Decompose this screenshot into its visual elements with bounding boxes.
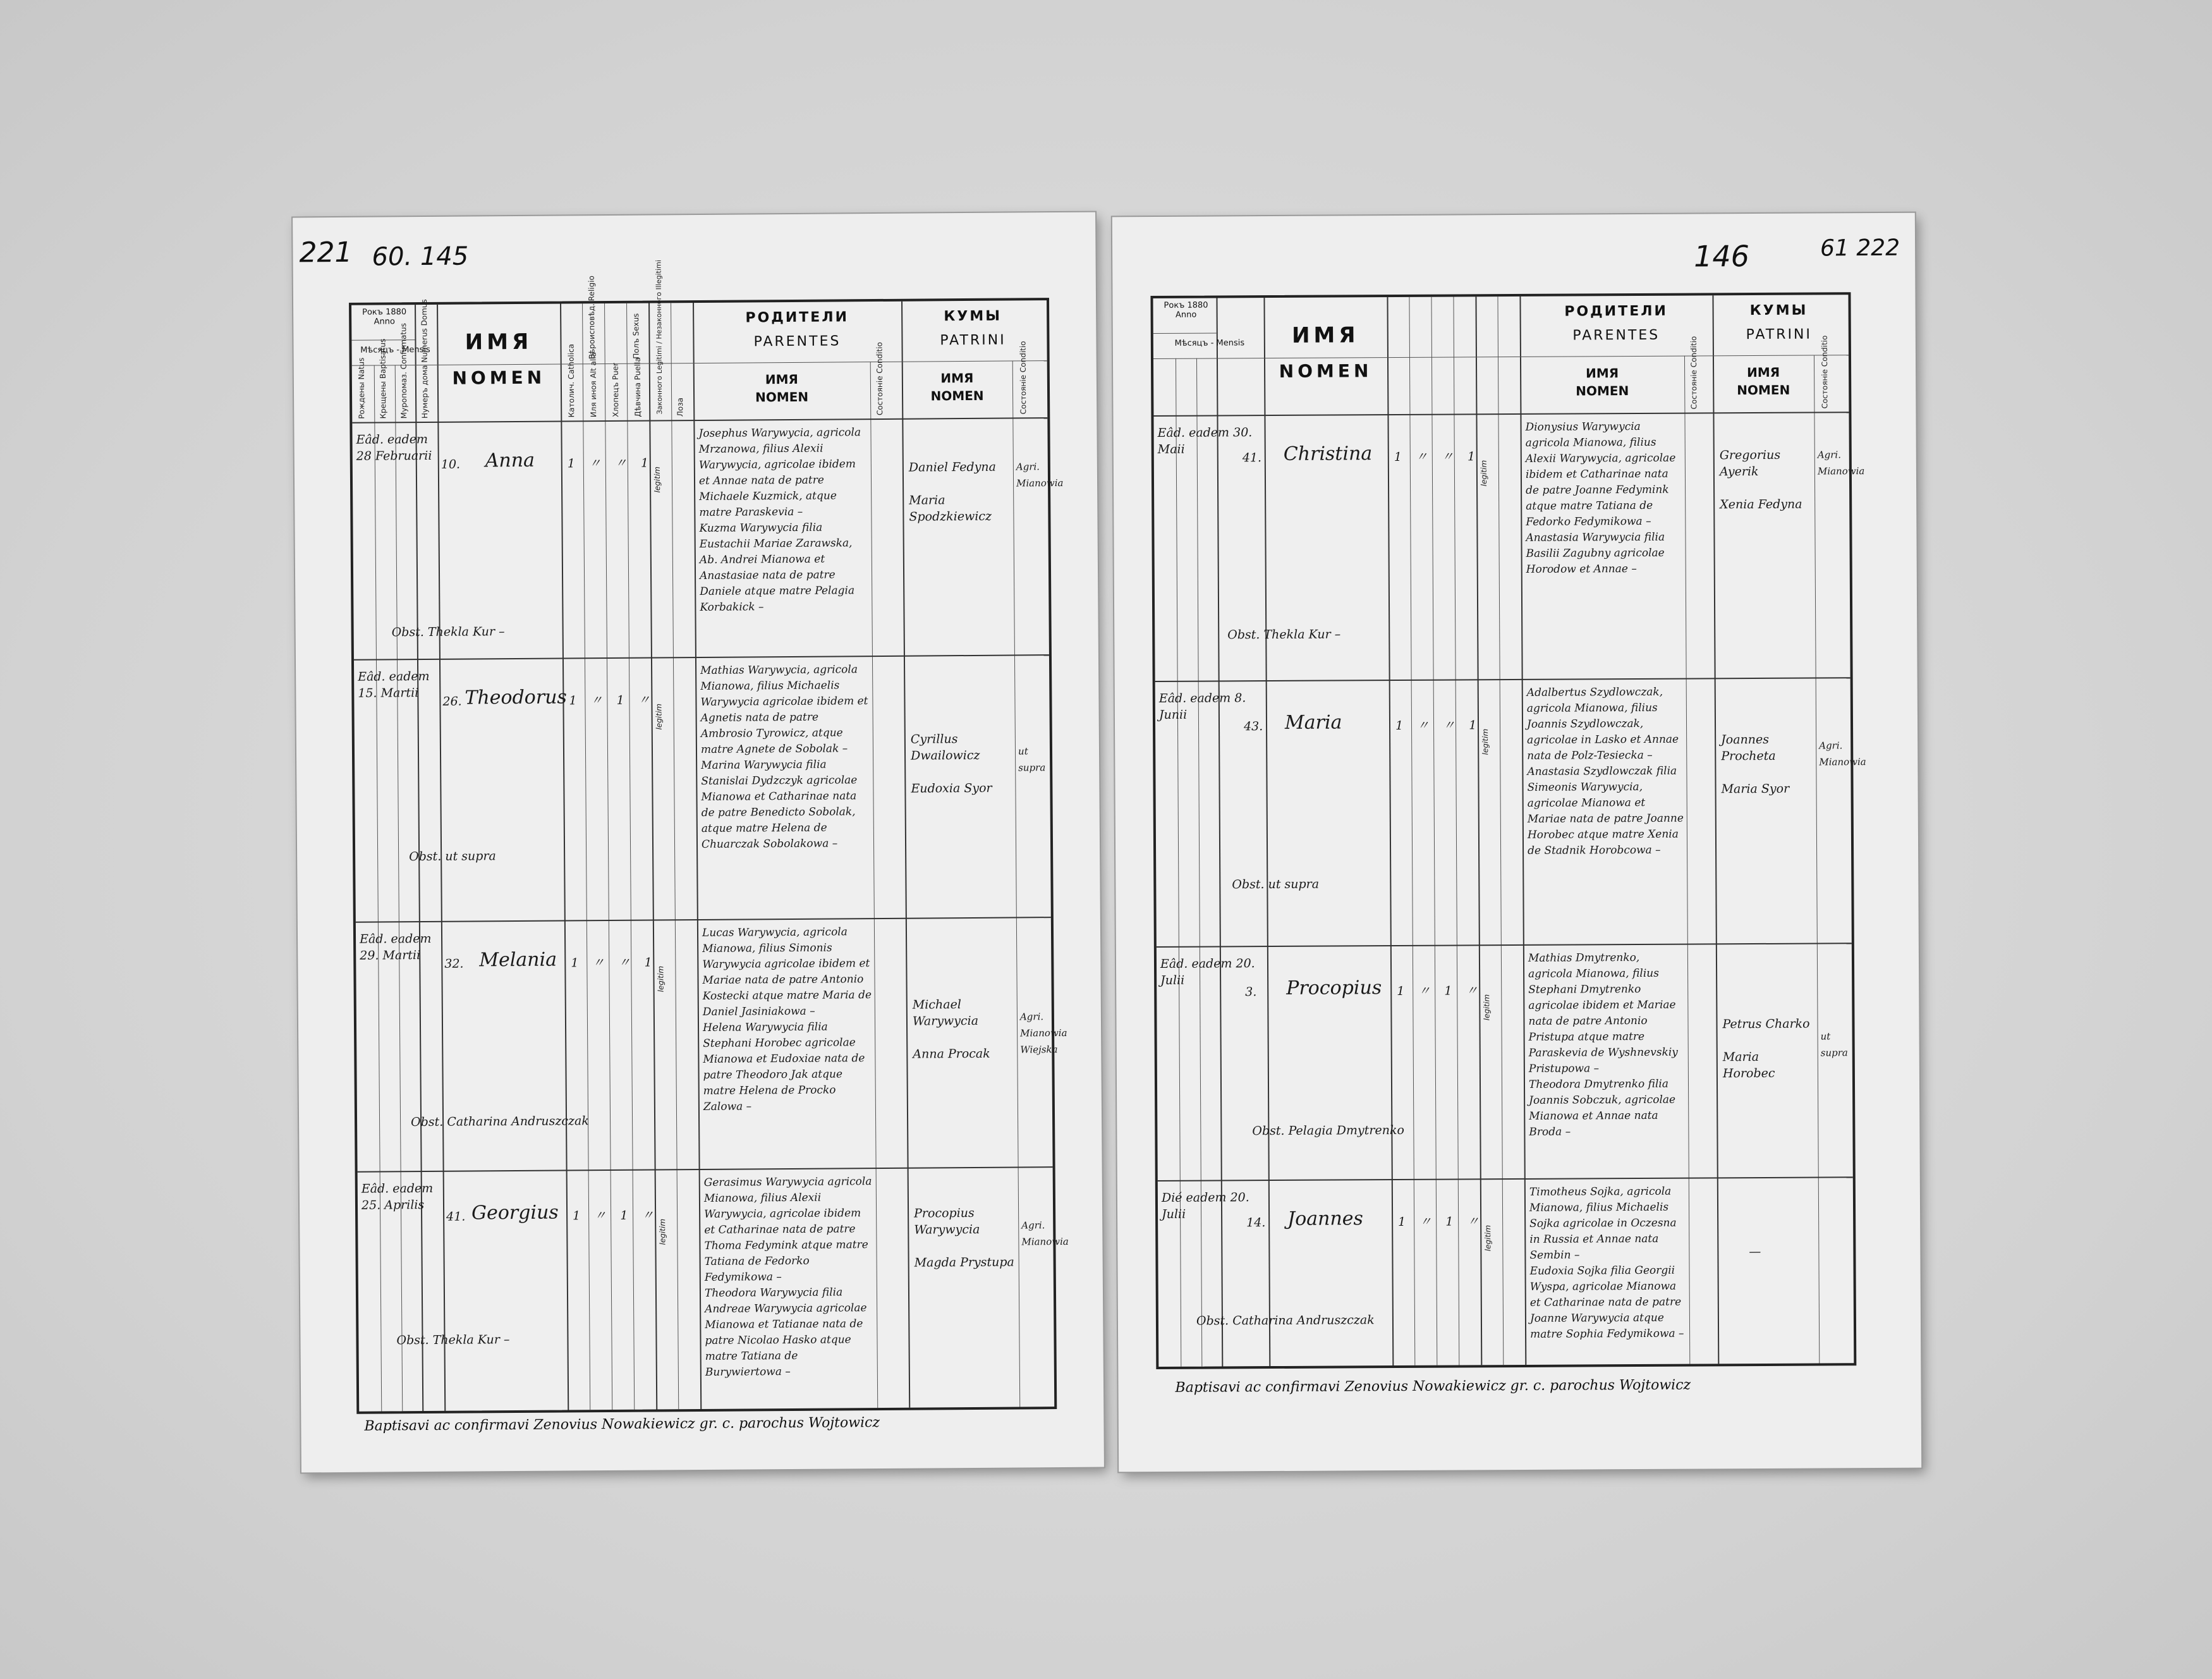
- entry-condition: Agri. Mianowia: [1819, 740, 1866, 768]
- entry-midwife: Obst. ut supra: [1232, 877, 1320, 892]
- entry-marks: 1 〃 1 〃: [573, 1208, 659, 1223]
- register-table: [1150, 292, 1866, 1369]
- entry-house: 41.: [1242, 451, 1262, 465]
- entry-date: Dié eadem 20. Julii: [1161, 1190, 1249, 1221]
- entry-midwife: Obst. Thekla Kur –: [1227, 627, 1341, 642]
- entry-parents: Adalbertus Szydlowczak, agricola Mianowa, filius Joannis Szydlowczak, agricolae in Lasko et Annae nata de Polz-Tesiecka – Anastasia Szydlowczak filia Simeonis Warywycia, agricolae Mianowa et Mariae nata de patre Joanne Horobec atque matre Xenia de Stadnik Horobcowa –: [1526, 685, 1684, 857]
- entry-godparents: Gregorius Ayerik Xenia Fedyna: [1719, 448, 1802, 512]
- entry-midwife: Obst. Catharina Andruszczak: [411, 1114, 589, 1130]
- parents-sub-name-ru: ИМЯ: [765, 371, 798, 388]
- godparents-header-ru: КУМЫ: [944, 308, 1002, 325]
- right-page: [1112, 213, 1921, 1472]
- entry-condition: ut supra: [1820, 1030, 1848, 1059]
- entry-date: Eâd. eadem 8. Junii: [1158, 691, 1246, 722]
- godparents-header-la: PATRINI: [940, 332, 1006, 349]
- register-table: [349, 260, 1069, 1414]
- parents-header-ru: РОДИТЕЛИ: [1564, 303, 1668, 320]
- entry-midwife: Obst. Catharina Andruszczak: [1196, 1313, 1375, 1328]
- entry-house: 10.: [441, 457, 461, 472]
- entry-marks: 1 〃 1 〃: [569, 693, 655, 708]
- entry-condition: ut supra: [1018, 745, 1046, 774]
- name-header-ru: ИМЯ: [1291, 322, 1359, 348]
- religion-col-other: Иля иноя Alt alia: [588, 351, 599, 418]
- sex-col-girl: Дѣвчина Puella: [633, 357, 643, 417]
- footer-signature: Baptisavi ac confirmavi Zenovius Nowakiewicz gr. c. parochus Wojtowicz: [364, 1415, 880, 1434]
- entry-name: Procopius: [1286, 977, 1382, 999]
- entry-godparents: Michael Warywycia Anna Procak: [912, 998, 990, 1061]
- entry-godparents: —: [1749, 1244, 1761, 1259]
- footer-signature: Baptisavi ac confirmavi Zenovius Nowakiewicz gr. c. parochus Wojtowicz: [1175, 1377, 1691, 1396]
- entry-legit: legitim: [652, 466, 662, 493]
- entry-parents: Josephus Warywycia, agricola Mrzanowa, filius Alexii Warywycia, agricolae ibidem et Annae nata de patre Michaele Kuzmick, atque matre Paraskevia – Kuzma Warywycia filia Eustachii Mariae Zarawska, Ab. Andrei Mianowa et Anastasiae nata de patre Daniele atque matre Pelagia Korbakick –: [698, 426, 861, 614]
- year-label: Рокъ 1880 Anno: [1164, 300, 1208, 320]
- legit-col-bed: Лоза: [676, 398, 685, 417]
- entry-parents: Mathias Dmytrenko, agricola Mianowa, filius Stephani Dmytrenko agricolae ibidem et Mariae nata de patre Antonio Pristupa atque matre Paraskevia de Wyshnevskiy Pristupowa – Theodora Dmytrenko filia Joannis Sobczuk, agricolae Mianowa et Annae nata Broda –: [1528, 951, 1678, 1139]
- entry-parents: Mathias Warywycia, agricola Mianowa, filius Michaelis Warywycia agricolae ibidem et Agnetis nata de patre Ambrosio Tyrowicz, atque matre Agnete de Sobolak – Marina Warywycia filia Stanislai Dydzczyk agricolae Mianowa et Catharinae nata de patre Benedicto Sobolak, atque matre Helena de Chuarczak Sobolakowa –: [700, 663, 868, 851]
- entry-name: Theodorus: [465, 686, 567, 709]
- entry-house: 32.: [444, 956, 464, 971]
- entry-legit: legitim: [658, 1218, 667, 1245]
- born-col-label: Рождены Natus: [356, 357, 367, 419]
- entry-name: Christina: [1283, 443, 1373, 465]
- entry-name: Maria: [1284, 711, 1342, 734]
- folio-number: 146: [1694, 239, 1750, 274]
- month-label: Мѣсяцъ - Mensis: [360, 345, 430, 355]
- entry-marks: 1 〃 〃 1: [567, 456, 654, 471]
- entry-midwife: Obst. ut supra: [409, 849, 496, 864]
- folio-number: 60. 145: [372, 241, 469, 272]
- entry-marks: 1 〃 〃 1: [1394, 449, 1481, 465]
- parents-sub-name-la: NOMEN: [1576, 383, 1629, 399]
- parents-sub-name-ru: ИМЯ: [1586, 365, 1619, 381]
- entry-date: Eâd. eadem 30. Maii: [1157, 425, 1253, 456]
- entry-name: Anna: [485, 449, 535, 472]
- entry-date: Eâd. eadem 15. Martii: [358, 669, 430, 700]
- entry-date: Eâd. eadem 29. Martii: [359, 931, 432, 963]
- entry-name: Joannes: [1287, 1207, 1363, 1230]
- parents-header-la: PARENTES: [753, 333, 841, 350]
- entry-godparents: Daniel Fedyna Maria Spodzkiewicz: [908, 460, 997, 524]
- godparents-sub-name-ru: ИМЯ: [1747, 364, 1780, 381]
- entry-parents: Lucas Warywycia, agricola Mianowa, filius Simonis Warywycia agricolae ibidem et Mariae nata de patre Antonio Kostecki atque matre Maria de Daniel Jasiniakowa – Helena Warywycia filia Stephani Horobec agricolae Mianowa et Eudoxiae nata de patre Theodoro Jak atque matre Helena de Procko Zalowa –: [702, 925, 872, 1113]
- entry-marks: 1 〃 1 〃: [1397, 984, 1483, 998]
- entry-parents: Dionysius Warywycia agricola Mianowa, filius Alexii Warywycia, agricolae ibidem et Catharinae nata de patre Joanne Fedymink atque matre Tatiana de Fedorko Fedymikowa – Anastasia Warywycia filia Basilii Zagubny agricolae Horodow et Annae –: [1525, 420, 1676, 576]
- left-page: [293, 212, 1104, 1473]
- godparents-sub-condition: Состояніе Conditio: [1018, 341, 1028, 415]
- entry-godparents: Procopius Warywycia Magda Prystupa: [914, 1206, 1014, 1270]
- entry-midwife: Obst. Thekla Kur –: [396, 1333, 510, 1348]
- entry-godparents: Joannes Procheta Maria Syor: [1721, 732, 1790, 797]
- entry-condition: Agri. Mianowia: [1016, 461, 1064, 489]
- month-label: Мѣсяцъ - Mensis: [1174, 338, 1245, 348]
- parents-sub-condition: Состояніе Conditio: [1689, 336, 1699, 410]
- folio-corner: 221: [299, 236, 353, 269]
- entry-house: 43.: [1243, 719, 1263, 734]
- entry-midwife: Obst. Pelagia Dmytrenko: [1252, 1123, 1404, 1139]
- confirmed-col-label: Муропомаз. Confirmatus: [399, 322, 409, 419]
- folio-corner: 61 222: [1820, 235, 1900, 262]
- parents-sub-condition: Состояніе Conditio: [875, 342, 885, 416]
- godparents-sub-name-la: NOMEN: [1737, 382, 1790, 398]
- sex-label: Полъ Sexus: [631, 313, 641, 359]
- godparents-sub-name-la: NOMEN: [930, 388, 984, 404]
- entry-house: 26.: [442, 694, 462, 709]
- entry-legit: legitim: [1483, 1224, 1493, 1252]
- entry-legit: legitim: [656, 965, 665, 992]
- entry-legit: legitim: [1481, 728, 1490, 755]
- entry-date: Eâd. eadem 28 Februarii: [356, 432, 432, 463]
- sex-col-boy: Хлопецъ Puer: [611, 362, 621, 417]
- house-col-label: Нумеръ дома Numerus Domus: [419, 299, 430, 419]
- entry-marks: 1 〃 〃 1: [571, 955, 657, 970]
- entry-legit: legitim: [1479, 460, 1489, 487]
- entry-date: Eâd. eadem 20. Julii: [1160, 956, 1255, 987]
- entry-condition: Agri. Mianowia Wiejska: [1019, 1011, 1067, 1056]
- entry-parents: Timotheus Sojka, agricola Mianowa, filius Michaelis Sojka agricolae in Oczesna in Russia et Annae nata Sembin – Eudoxia Sojka filia Georgii Wyspa, agricolae Mianowa et Catharinae nata de patre Joanne Warywycia atque matre Sophia Fedymikowa –: [1529, 1185, 1684, 1341]
- entry-house: 14.: [1246, 1216, 1266, 1230]
- godparents-sub-name-ru: ИМЯ: [940, 370, 974, 386]
- legit-label: Законного Legitimi / Незаконного Illegitimi: [654, 260, 664, 415]
- godparents-header-la: PATRINI: [1746, 326, 1813, 343]
- name-header-ru: ИМЯ: [465, 329, 533, 355]
- entry-house: 41.: [446, 1209, 466, 1224]
- entry-midwife: Obst. Thekla Kur –: [391, 625, 505, 640]
- entry-legit: legitim: [654, 703, 664, 730]
- name-header-la: NOMEN: [1279, 360, 1373, 382]
- entry-date: Eâd. eadem 25. Aprilis: [361, 1181, 434, 1212]
- religion-col-catholic: Католич. Catholica: [566, 343, 576, 418]
- entry-marks: 1 〃 1 〃: [1398, 1214, 1485, 1229]
- baptized-col-label: Крещены Baptisatus: [378, 338, 388, 419]
- entry-legit: legitim: [1482, 994, 1492, 1021]
- godparents-header-ru: КУМЫ: [1749, 302, 1808, 319]
- entry-house: 3.: [1245, 985, 1257, 999]
- entry-name: Georgius: [471, 1201, 559, 1224]
- name-header-la: NOMEN: [452, 367, 546, 389]
- religion-label: Вѣроисповѣд. Religio: [586, 276, 597, 360]
- entry-name: Melania: [479, 948, 557, 972]
- entry-condition: Agri. Mianowia: [1021, 1219, 1069, 1248]
- parents-sub-name-la: NOMEN: [755, 389, 809, 405]
- parents-header-ru: РОДИТЕЛИ: [745, 309, 849, 326]
- entry-godparents: Petrus Charko Maria Horobec: [1722, 1017, 1810, 1081]
- year-label: Рокъ 1880 Anno: [362, 307, 407, 327]
- parents-header-la: PARENTES: [1572, 327, 1660, 344]
- godparents-sub-condition: Состояніе Conditio: [1820, 335, 1830, 409]
- entry-condition: Agri. Mianowia: [1817, 449, 1865, 477]
- entry-godparents: Cyrillus Dwailowicz Eudoxia Syor: [910, 732, 992, 796]
- entry-marks: 1 〃 〃 1: [1395, 718, 1482, 733]
- entry-parents: Gerasimus Warywycia agricola Mianowa, filius Alexii Warywycia, agricolae ibidem et Catharinae nata de patre Thoma Fedymink atque matre Tatiana de Fedorko Fedymikowa – Theodora Warywycia filia Andreae Warywycia agricolae Mianowa et Tatianae nata de patre Nicolao Hasko atque matre Tatiana de Burywiertowa –: [703, 1175, 872, 1379]
